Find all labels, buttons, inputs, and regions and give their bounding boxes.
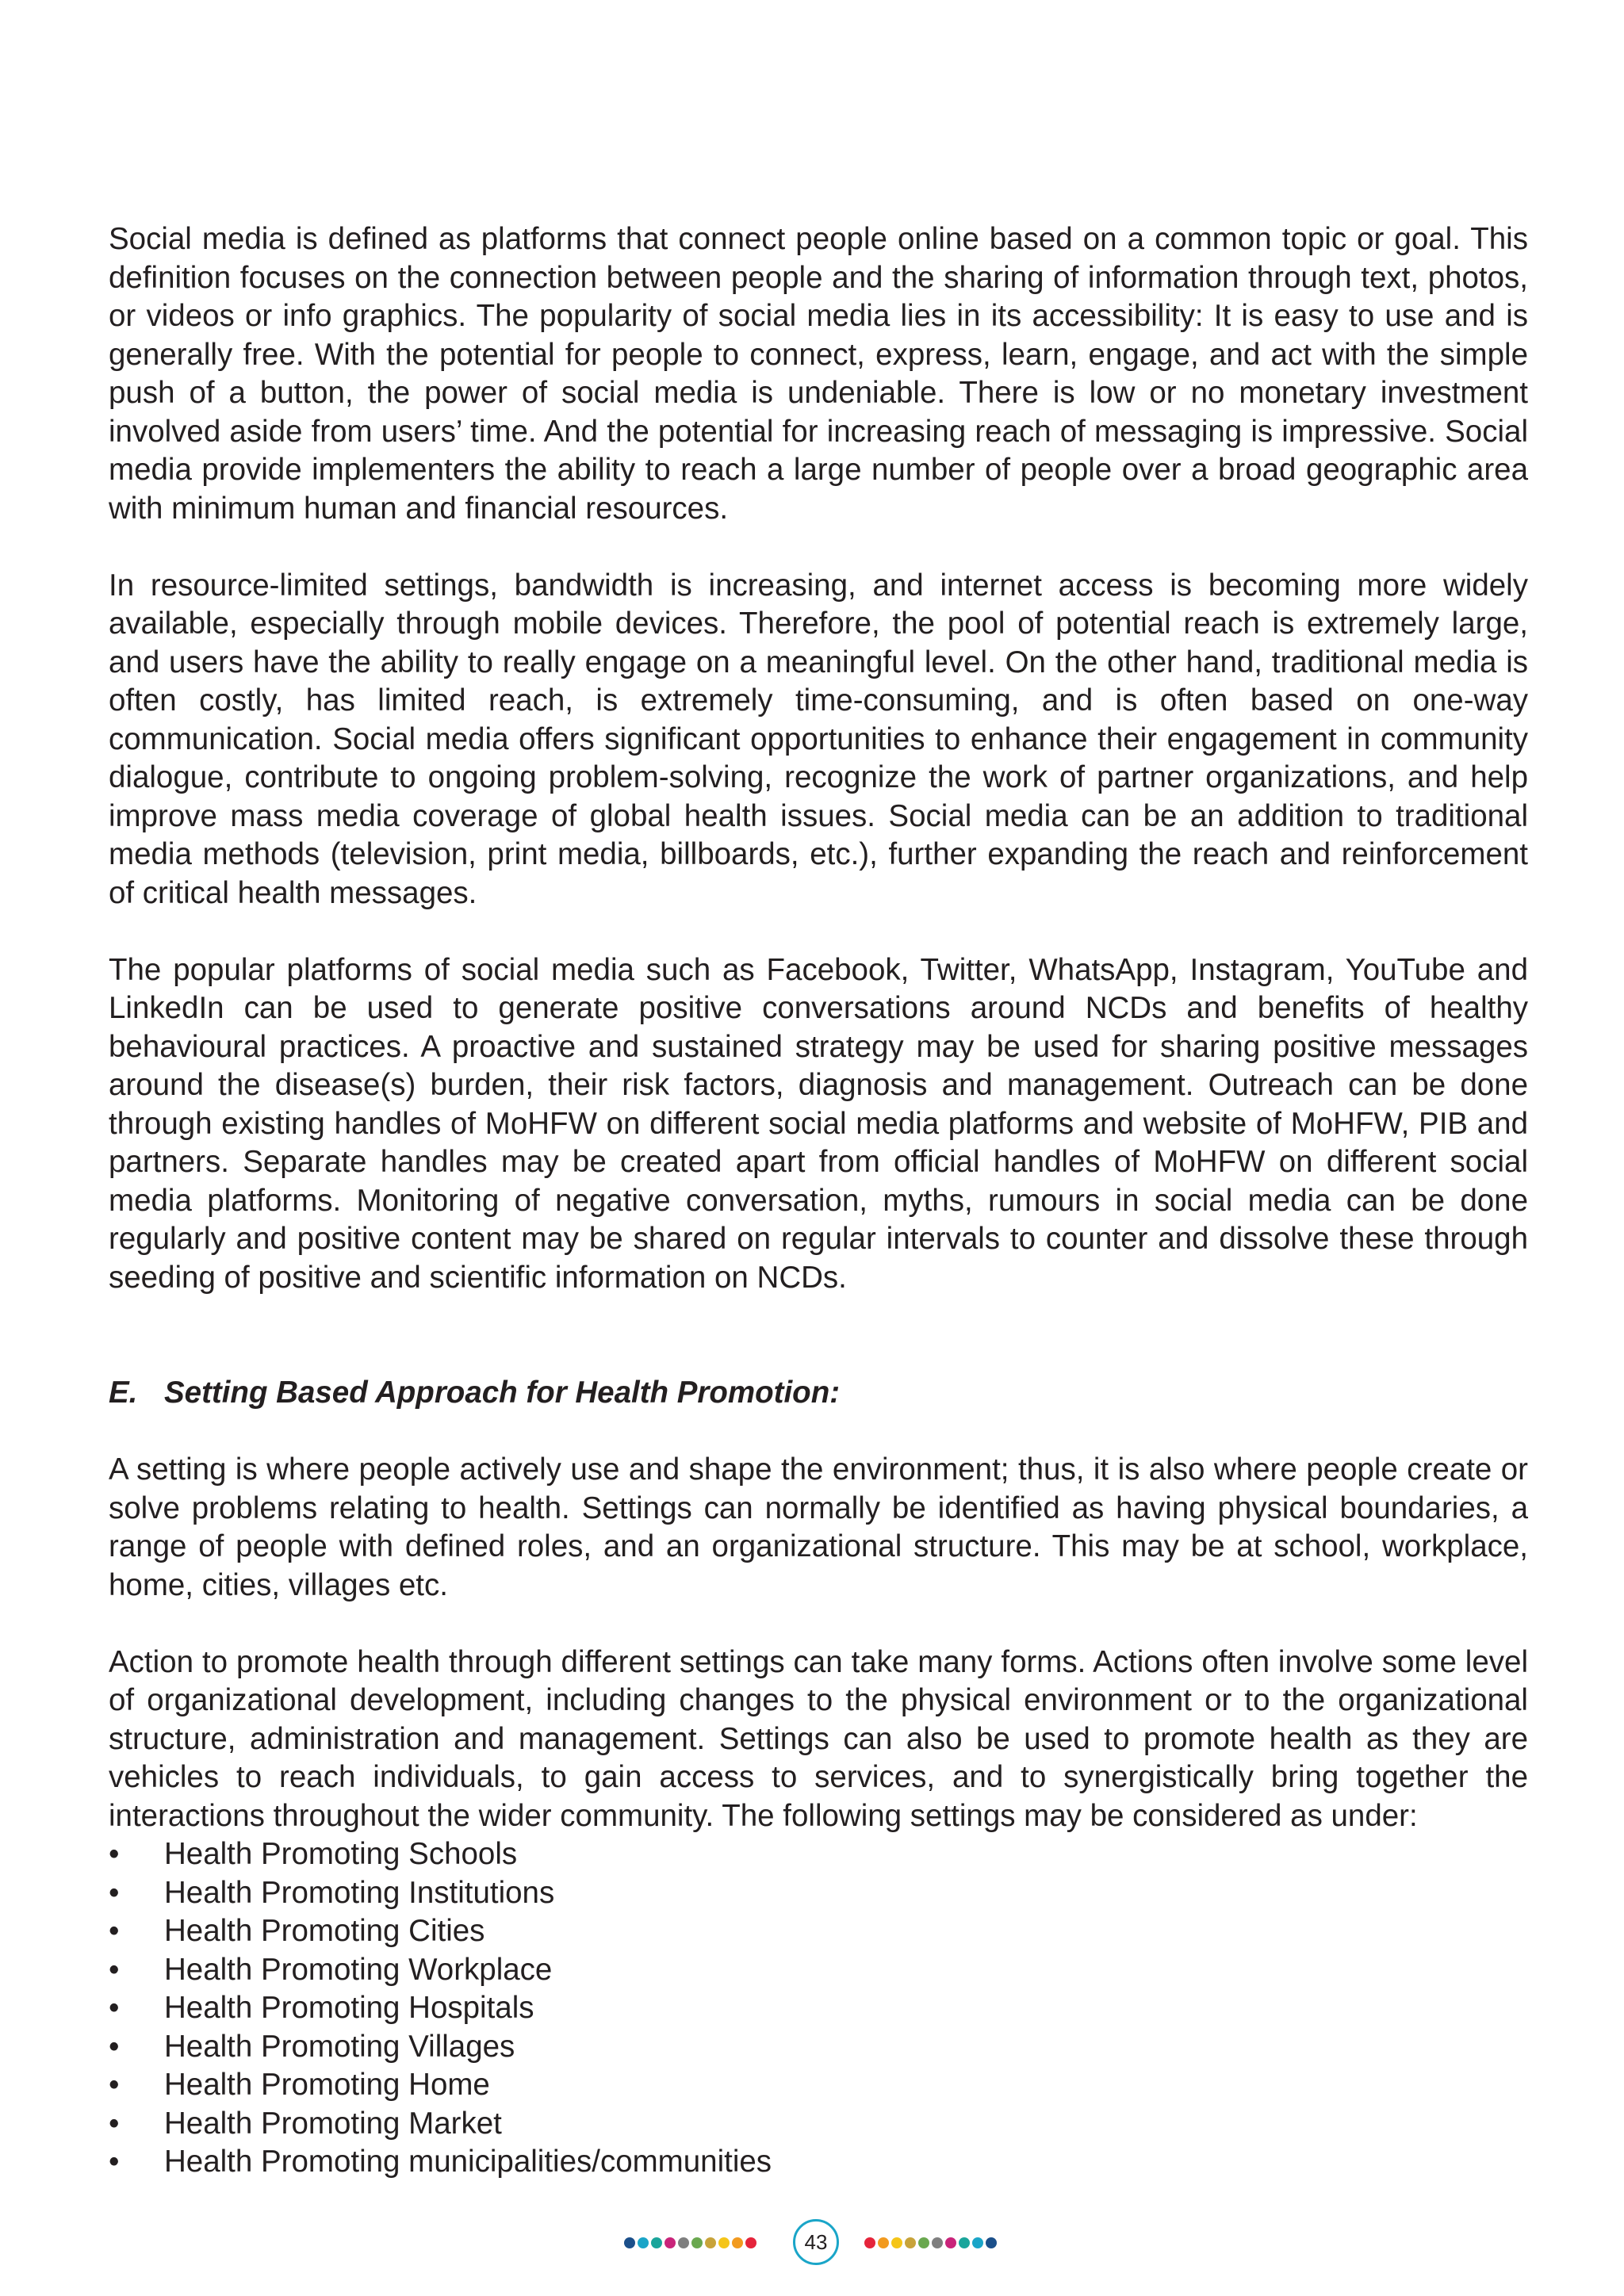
list-item: • Health Promoting municipalities/communities	[109, 2143, 1528, 2182]
list-item: • Health Promoting Home	[109, 2066, 1528, 2105]
list-item: • Health Promoting Market	[109, 2105, 1528, 2144]
bullet-icon: •	[109, 2068, 120, 2102]
bullet-icon: •	[109, 1914, 120, 1948]
section-title: Setting Based Approach for Health Promotion:	[164, 1376, 841, 1410]
decorative-dot-icon	[891, 2237, 902, 2248]
decorative-dot-icon	[745, 2237, 756, 2248]
page-number: 43	[793, 2219, 839, 2265]
decorative-dot-icon	[718, 2237, 730, 2248]
bullet-icon: •	[109, 1837, 120, 1871]
decorative-dot-icon	[986, 2237, 997, 2248]
decorative-dots-right	[864, 2237, 997, 2248]
paragraph-social-media-definition: Social media is defined as platforms that connect people online based on a common topic or goal. This definition focuses on the connection between people and the sharing of information through text, photos, or videos or info graphics. The popularity of social media lies in its accessibility: It is easy to use and is generally free. With the potential for people to connect, express, learn, engage, and act with the simple push of a button, the power of social media is undeniable. There is low or no monetary investment involved aside from users’ time. And the potential for increasing reach of messaging is impressive. Social media provide implementers the ability to reach a large number of people over a broad geographic area with minimum human and financial resources.	[109, 222, 1528, 526]
decorative-dot-icon	[905, 2237, 916, 2248]
paragraph-popular-platforms: The popular platforms of social media such as Facebook, Twitter, WhatsApp, Instagram, YouTube and LinkedIn can be used to generate positive conversations around NCDs and benefits of healthy behavioural practices. A proactive and sustained strategy may be used for sharing positive messages around the disease(s) burden, their risk factors, diagnosis and management. Outreach can be done through existing handles of MoHFW on different social media platforms and website of MoHFW, PIB and partners. Separate handles may be created apart from official handles of MoHFW on different social media platforms. Monitoring of negative conversation, myths, rumours in social media can be done regularly and positive content may be shared on regular intervals to counter and dissolve these through seeding of positive and scientific information on NCDs.	[109, 952, 1528, 1295]
paragraph-setting-actions: Action to promote health through different settings can take many forms. Actions often involve some level of organizational development, including changes to the physical environment or to the organizational structure, administration and management. Settings can also be used to promote health as they are vehicles to reach individuals, to gain access to services, and to synergistically bring together the interactions throughout the wider community. The following settings may be considered as under:	[109, 1644, 1528, 1833]
decorative-dot-icon	[959, 2237, 970, 2248]
bullet-icon: •	[109, 1952, 120, 1987]
decorative-dot-icon	[918, 2237, 929, 2248]
decorative-dot-icon	[678, 2237, 689, 2248]
decorative-dot-icon	[665, 2237, 676, 2248]
decorative-dots-left	[624, 2237, 756, 2248]
bullet-icon: •	[109, 1991, 120, 2025]
section-letter: E.	[109, 1376, 138, 1410]
list-item: • Health Promoting Cities	[109, 1912, 1528, 1951]
section-heading-e	[109, 1374, 1528, 1413]
decorative-dot-icon	[691, 2237, 703, 2248]
decorative-dot-icon	[732, 2237, 743, 2248]
list-item: • Health Promoting Villages	[109, 2028, 1528, 2067]
list-item: • Health Promoting Workplace	[109, 1951, 1528, 1990]
paragraph-gap	[109, 1605, 1528, 1644]
list-item: • Health Promoting Institutions	[109, 1874, 1528, 1913]
decorative-dot-icon	[651, 2237, 662, 2248]
decorative-dot-icon	[878, 2237, 889, 2248]
page-footer	[0, 2217, 1624, 2267]
paragraph-resource-limited-settings: In resource-limited settings, bandwidth is increasing, and internet access is becoming more widely available, especially through mobile devices. Therefore, the pool of potential reach is extremely large, and users have the ability to really engage on a meaningful level. On the other hand, traditional media is often costly, has limited reach, is extremely time-consuming, and is often based on one-way communication. Social media offers significant opportunities to enhance their engagement in community dialogue, contribute to ongoing problem-solving, recognize the work of partner organizations, and help improve mass media coverage of global health issues. Social media can be an addition to traditional media methods (television, print media, billboards, etc.), further expanding the reach and reinforcement of critical health messages.	[109, 568, 1528, 910]
decorative-dot-icon	[945, 2237, 956, 2248]
list-item: • Health Promoting Hospitals	[109, 1989, 1528, 2028]
decorative-dot-icon	[624, 2237, 635, 2248]
list-item: • Health Promoting Schools	[109, 1835, 1528, 1874]
bullet-icon: •	[109, 1875, 120, 1910]
decorative-dot-icon	[932, 2237, 943, 2248]
bullet-icon: •	[109, 2106, 120, 2141]
page-content	[109, 220, 1528, 2182]
bullet-icon: •	[109, 2029, 120, 2064]
paragraph-setting-definition: A setting is where people actively use and shape the environment; thus, it is also where people create or solve problems relating to health. Settings can normally be identified as having physical boundaries, a range of people with defined roles, and an organizational structure. This may be at school, workplace, home, cities, villages etc.	[109, 1452, 1528, 1602]
settings-list	[109, 1835, 1528, 2182]
decorative-dot-icon	[864, 2237, 875, 2248]
decorative-dot-icon	[972, 2237, 983, 2248]
bullet-icon: •	[109, 2145, 120, 2179]
decorative-dot-icon	[638, 2237, 649, 2248]
decorative-dot-icon	[705, 2237, 716, 2248]
